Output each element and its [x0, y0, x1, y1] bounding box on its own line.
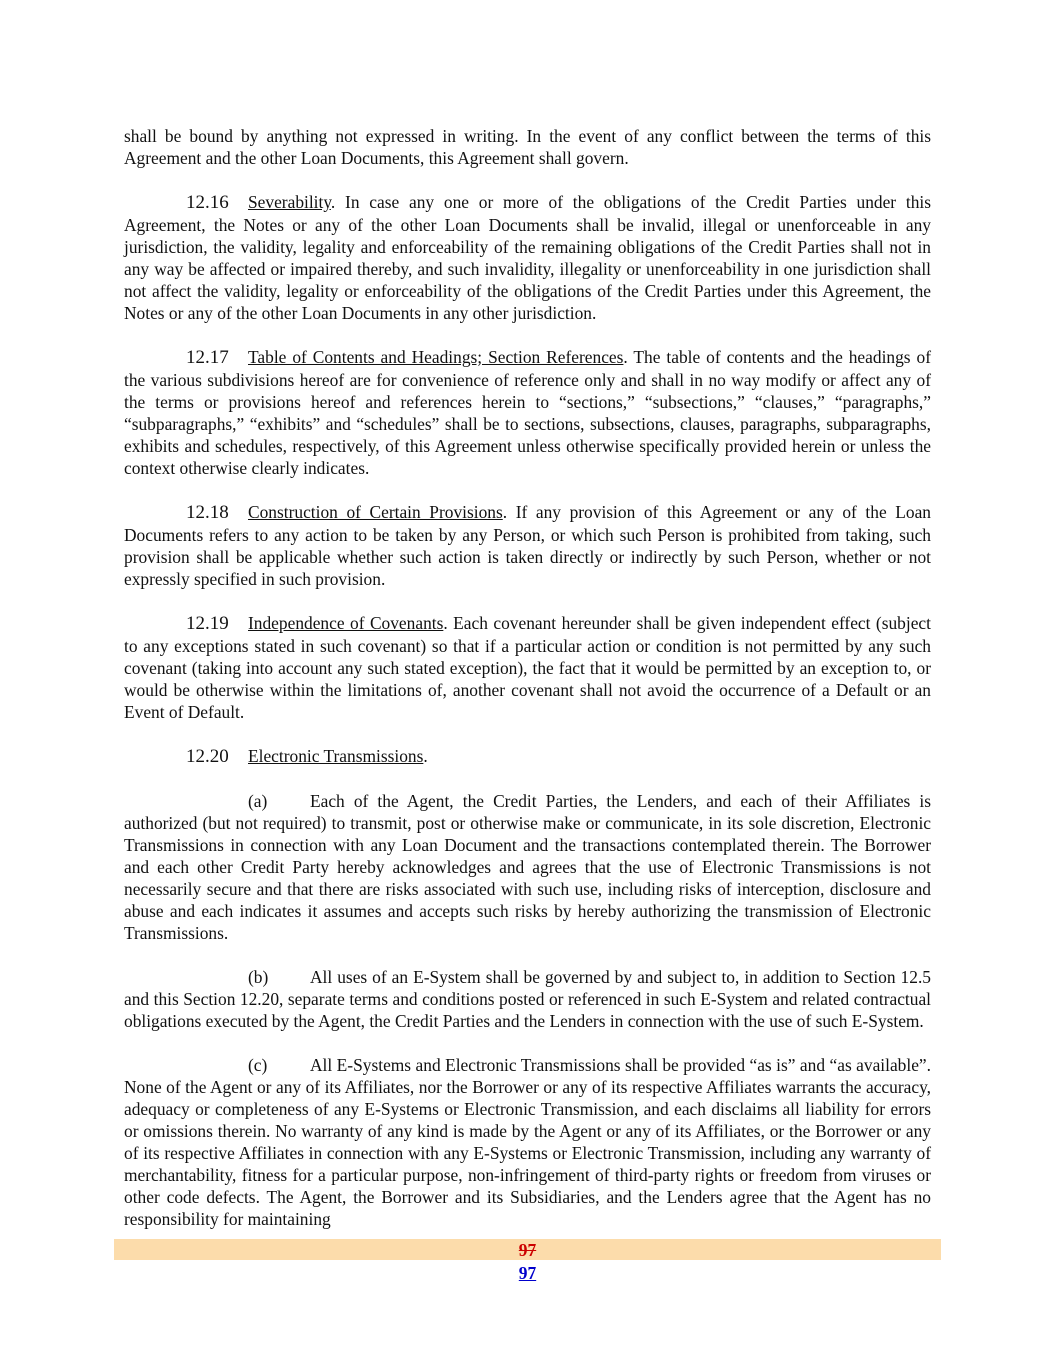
- section-number: 12.20: [186, 746, 229, 767]
- section-text: . If any provision of this Agreement or any of the Loan Documents refers to any action to be taken by any Person, or which such Person is prohibited from taking, such provision shall be applicable whether such action is taken directly or indirectly by such Person, whether or not expressly specified in such provision.: [124, 502, 931, 589]
- subsection-a: [124, 790, 931, 944]
- section-12-19: [124, 612, 931, 723]
- section-text: . In case any one or more of the obligations of the Credit Parties under this Agreement, the Notes or any of the other Loan Documents shall be invalid, illegal or unenforceable in any jurisdiction, the validity, legality and enforceability of the remaining obligations of the Credit Parties shall not in any way be affected or impaired thereby, and such invalidity, illegality or unenforceability in one jurisdiction shall not affect the validity, legality or enforceability of the obligations of the Credit Parties under this Agreement, the Notes or any of the other Loan Documents in any other jurisdiction.: [124, 192, 931, 323]
- subsection-text: All E-Systems and Electronic Transmissions shall be provided “as is” and “as available”. None of the Agent or any of its Affiliates, nor the Borrower or any of its respective Affiliates warrants the accuracy, adequacy or completeness of any E-Systems or Electronic Transmission, and each disclaims all liability for errors or omissions therein. No warranty of any kind is made by the Agent or any of its Affiliates, or the Borrower or any of its respective Affiliates in connection with any E-Systems or Electronic Transmission, including any warranty of merchantability, fitness for a particular purpose, non-infringement of third-party rights or freedom from viruses or other code defects. The Agent, the Borrower and its Subsidiaries, and the Lenders agree that the Agent has no responsibility for maintaining: [124, 1055, 931, 1229]
- section-number: 12.18: [186, 502, 229, 523]
- section-text: . The table of contents and the headings of the various subdivisions hereof are for convenience of reference only and shall in no way modify or affect any of the terms or provisions hereof and references herein to “sections,” “subsections,” “clauses,” “paragraphs,” “subparagraphs,” “exhibits” and “schedules” shall be to sections, subsections, clauses, paragraphs, subparagraphs, exhibits and schedules, respectively, of this Agreement unless otherwise specifically provided herein or unless the context otherwise clearly indicates.: [124, 347, 931, 478]
- section-heading: Construction of Certain Provisions: [248, 502, 503, 522]
- subsection-b: [124, 966, 931, 1032]
- section-12-17: [124, 346, 931, 479]
- subsection-text: All uses of an E-System shall be governed by and subject to, in addition to Section 12.5 and this Section 12.20, separate terms and conditions posted or referenced in such E-System and related contractual obligations executed by the Agent, the Credit Parties and the Lenders in connection with the use of such E-System.: [124, 967, 931, 1031]
- section-heading: Independence of Covenants: [248, 613, 444, 633]
- section-number: 12.16: [186, 192, 229, 213]
- section-number: 12.17: [186, 347, 229, 368]
- section-12-18: [124, 501, 931, 590]
- section-heading: Table of Contents and Headings; Section References: [248, 347, 624, 367]
- section-12-16: [124, 191, 931, 324]
- section-heading: Severability: [248, 192, 331, 212]
- deleted-page-number: 97: [518, 1240, 537, 1260]
- document-page: [124, 125, 931, 1230]
- subsection-label: (a): [248, 791, 268, 811]
- subsection-text: Each of the Agent, the Credit Parties, the Lenders, and each of their Affiliates is authorized (but not required) to transmit, post or otherwise make or communicate, in its sole discretion, Electronic Transmissions in connection with any Loan Document and the transactions contemplated therein. The Borrower and each other Credit Party hereby acknowledges and agrees that the use of Electronic Transmissions is not necessarily secure and that there are risks associated with such use, including risks of interception, disclosure and abuse and each indicates it assumes and accepts such risks by hereby authorizing the transmission of Electronic Transmissions.: [124, 791, 931, 943]
- subsection-label: (c): [248, 1055, 268, 1075]
- section-text: .: [423, 746, 428, 766]
- inserted-page-number: 97: [518, 1263, 537, 1283]
- section-text: . Each covenant hereunder shall be given independent effect (subject to any exceptions stated in such covenant) so that if a particular action or condition is not permitted by any such covenant (taking into account any such stated exception), the fact that it would be permitted by an exception to, or would be otherwise within the limitations of, another covenant shall not avoid the occurrence of a Default or an Event of Default.: [124, 613, 931, 722]
- section-number: 12.19: [186, 613, 229, 634]
- section-12-20: [124, 745, 931, 768]
- continuation-paragraph: shall be bound by anything not expressed in writing. In the event of any conflict between the terms of this Agreement and the other Loan Documents, this Agreement shall govern.: [124, 126, 931, 168]
- subsection-c: [124, 1054, 931, 1230]
- section-heading: Electronic Transmissions: [248, 746, 424, 766]
- subsection-label: (b): [248, 967, 269, 987]
